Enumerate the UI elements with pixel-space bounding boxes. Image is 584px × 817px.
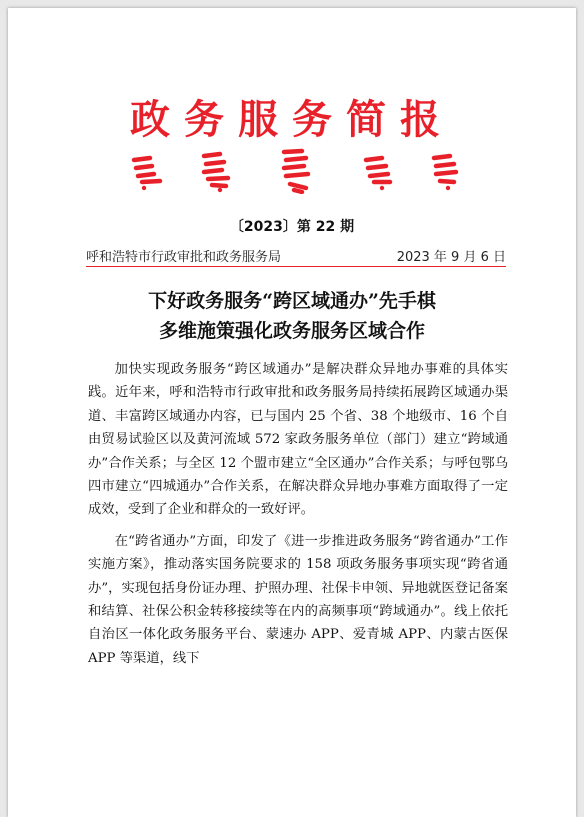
body-text <box>88 358 508 678</box>
headline <box>8 286 576 346</box>
issuer-row <box>86 246 506 265</box>
body-paragraph-2: 在“跨省通办”方面，印发了《进一步推进政务服务“跨省通办”工作实施方案》，推动落实国务院要求的 158 项政务服务事项实现“跨省通办”，实现包括身份证办理、护照办理、社保卡申领、异地就医登记备案和结算、社保公积金转移接续等在内的高频事项“跨域通办”。线上依托自治区一体化政务服务平台、蒙速办 APP、爱青城 APP、内蒙古医保 APP 等渠道，线下 <box>88 533 508 666</box>
headline-line-2: 多维施策强化政务服务区域合作 <box>158 320 425 342</box>
body-paragraph-1: 加快实现政务服务“跨区域通办”是解决群众异地办事难的具体实践。近年来，呼和浩特市行政审批和政务服务局持续拓展跨区域通办渠道、丰富跨区域通办内容，已与国内 25 个省、38 个地级市、16 个自由贸易试验区以及黄河流域 572 家政务服务单位（部门）建立“跨域通办”合作关系；与全区 12 个盟市建立“全区通办”合作关系；与呼包鄂乌四市建立“四城通办”合作关系，在解决群众异地办事难方面取得了一定成效，受到了企业和群众的一致好评。 <box>88 362 508 518</box>
masthead-title: 政务服务简报 <box>130 96 454 143</box>
issue-date: 2023 年 9 月 6 日 <box>396 250 506 265</box>
headline-line-1: 下好政务服务“跨区域通办”先手棋 <box>148 290 436 312</box>
issue-number: 〔2023〕第 22 期 <box>229 219 355 235</box>
red-divider <box>86 266 506 267</box>
issuer-name: 呼和浩特市行政审批和政务服务局 <box>86 250 282 265</box>
mongolian-script-graphic <box>116 148 476 194</box>
mongolian-script-logo <box>116 148 476 194</box>
document-page <box>8 8 576 817</box>
